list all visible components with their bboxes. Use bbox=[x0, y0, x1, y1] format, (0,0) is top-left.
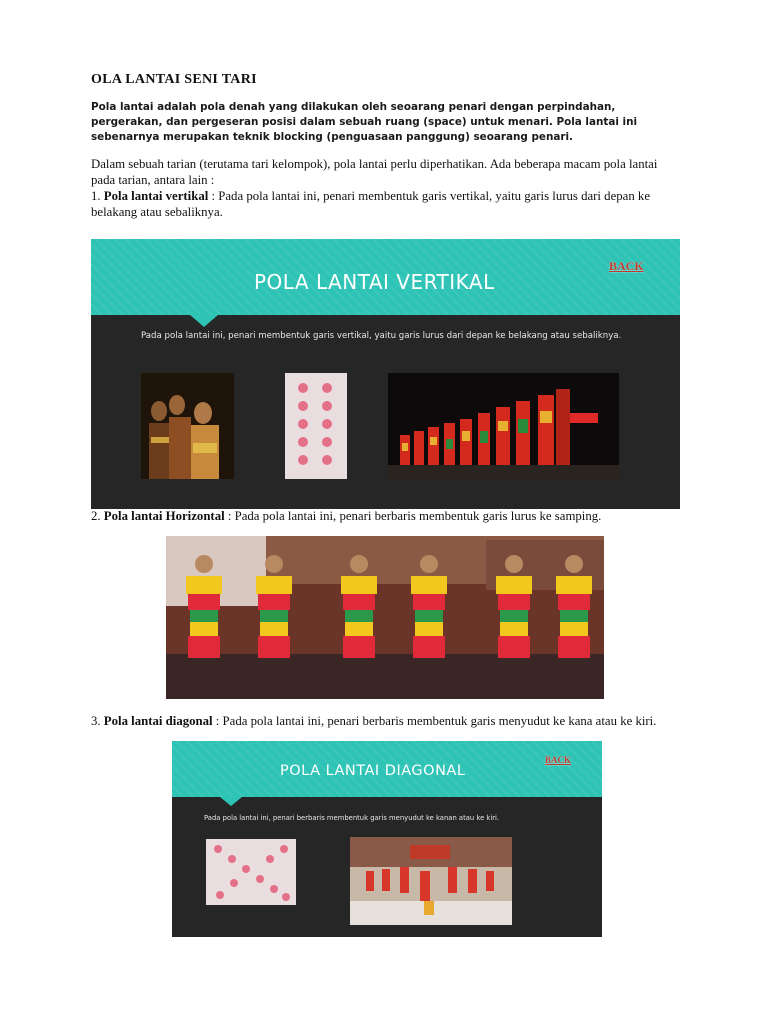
header-notch bbox=[220, 797, 242, 806]
list-item-diagonal bbox=[91, 713, 681, 729]
dancers-photo bbox=[141, 373, 234, 479]
diagonal-pattern-diagram bbox=[206, 839, 296, 905]
document-title: OLA LANTAI SENI TARI bbox=[91, 72, 257, 87]
header-notch bbox=[190, 315, 218, 327]
stage-dancers-photo bbox=[388, 373, 619, 479]
list-item-horizontal bbox=[91, 508, 681, 524]
slide-title: POLA LANTAI VERTIKAL bbox=[254, 270, 495, 294]
back-link[interactable]: BACK bbox=[609, 259, 644, 273]
vertical-pattern-diagram bbox=[285, 373, 347, 479]
slide-vertikal bbox=[91, 239, 680, 509]
intro-paragraph: Pola lantai adalah pola denah yang dilakukan oleh seoarang penari dengan perpindahan, pergerakan, dan pergeseran posisi dalam sebuah ruang (space) untuk menari. Pola lantai ini sebenarnya merupakan teknik blocking (penguasaan panggung) seoarang penari. bbox=[91, 101, 638, 143]
back-link[interactable]: BACK bbox=[545, 755, 572, 765]
item-number: 2. bbox=[91, 509, 104, 523]
item-description: : Pada pola lantai ini, penari berbaris membentuk garis menyudut ke kana atau ke kiri. bbox=[212, 714, 657, 728]
item-number: 3. bbox=[91, 714, 104, 728]
slide-text: Pada pola lantai ini, penari berbaris membentuk garis menyudut ke kanan atau ke kiri. bbox=[204, 814, 500, 822]
slide-title: POLA LANTAI DIAGONAL bbox=[280, 763, 466, 779]
body-paragraph: Dalam sebuah tarian (terutama tari kelompok), pola lantai perlu diperhatikan. Ada beberapa macam pola lantai pada tarian, antara lain : bbox=[91, 157, 658, 187]
item-description: : Pada pola lantai ini, penari membentuk garis vertikal, yaitu garis lurus dari depan ke belakang atau sebaliknya. bbox=[91, 189, 651, 219]
item-description: : Pada pola lantai ini, penari berbaris membentuk garis lurus ke samping. bbox=[224, 509, 602, 523]
list-item-vertikal bbox=[91, 188, 681, 220]
item-term: Pola lantai vertikal bbox=[103, 189, 209, 203]
slide-diagonal bbox=[172, 741, 602, 937]
horizontal-dancers-photo bbox=[166, 536, 604, 699]
item-term: Pola lantai Horizontal bbox=[103, 509, 225, 523]
item-term: Pola lantai diagonal bbox=[103, 714, 213, 728]
diagonal-dancers-photo bbox=[350, 837, 512, 925]
slide-text: Pada pola lantai ini, penari membentuk garis vertikal, yaitu garis lurus dari depan ke belakang atau sebaliknya. bbox=[141, 331, 622, 341]
item-number: 1. bbox=[91, 189, 104, 203]
